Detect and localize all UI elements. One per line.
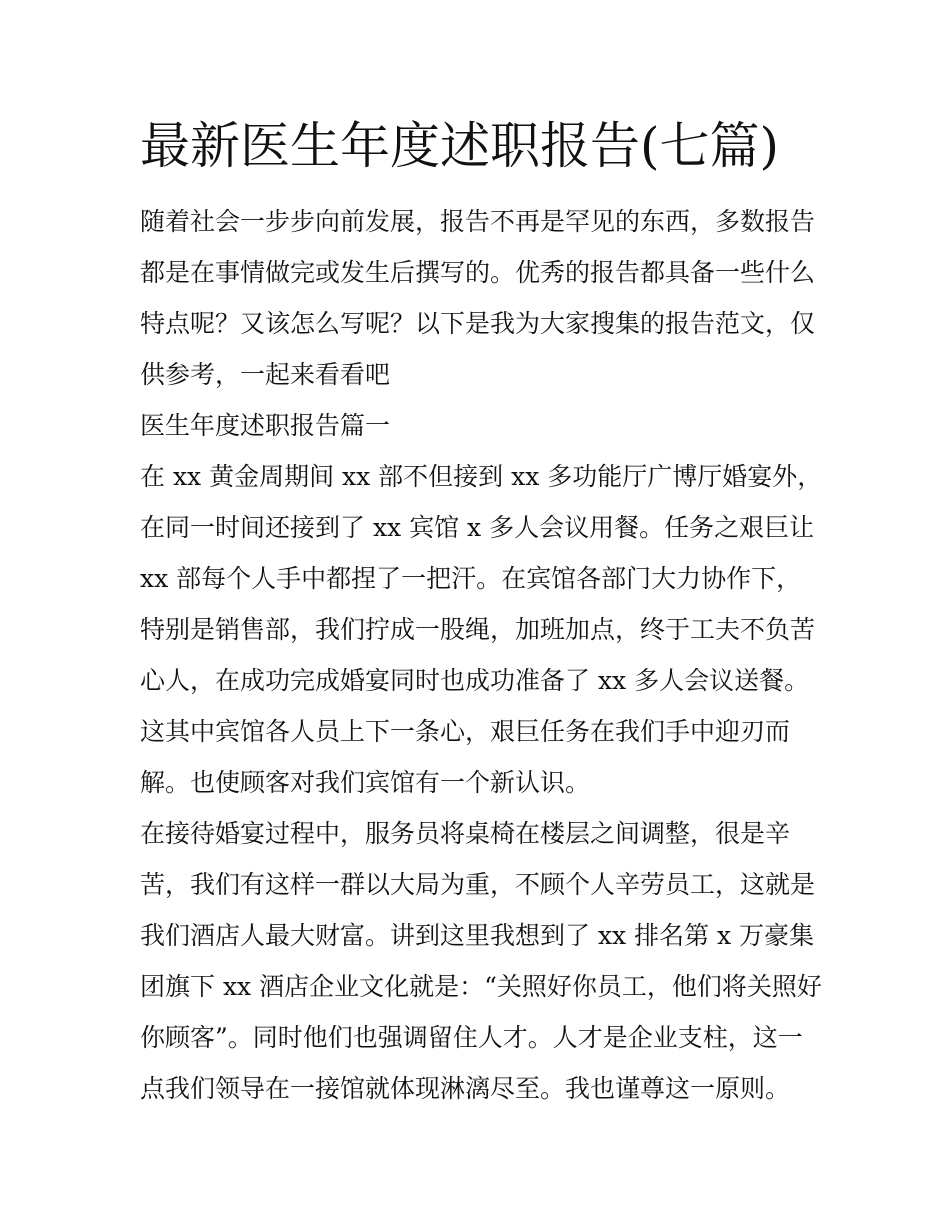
text-line: xx 部每个人手中都捏了一把汗。在宾馆各部门大力协作下， (140, 564, 802, 593)
text-line: 都是在事情做完或发生后撰写的。优秀的报告都具备一些什么 (140, 258, 816, 287)
text-line: 点我们领导在一接馆就体现淋漓尽至。我也谨尊这一原则。 (140, 1074, 791, 1103)
text-line: 在同一时间还接到了 xx 宾馆 x 多人会议用餐。任务之艰巨让 (140, 513, 815, 542)
text-line: 心人，在成功完成婚宴同时也成功准备了 xx 多人会议送餐。 (140, 666, 810, 695)
text-line: 苦，我们有这样一群以大局为重，不顾个人辛劳员工，这就是 (140, 870, 816, 899)
text-line: 特别是销售部，我们拧成一股绳，加班加点，终于工夫不负苦 (140, 615, 816, 644)
text-line: 特点呢？又该怎么写呢？以下是我为大家搜集的报告范文，仅 (140, 309, 816, 338)
text-line: 解。也使顾客对我们宾馆有一个新认识。 (140, 768, 591, 797)
text-line: 在接待婚宴过程中，服务员将桌椅在楼层之间调整，很是辛 (140, 819, 791, 848)
text-line: 我们酒店人最大财富。讲到这里我想到了 xx 排名第 x 万豪集 (140, 921, 815, 950)
text-line: 随着社会一步步向前发展，报告不再是罕见的东西，多数报告 (140, 207, 816, 236)
text-line: 这其中宾馆各人员上下一条心，艰巨任务在我们手中迎刃而 (140, 717, 791, 746)
text-line: 在 xx 黄金周期间 xx 部不但接到 xx 多功能厅广博厅婚宴外， (140, 462, 823, 491)
section-heading: 医生年度述职报告篇一 (140, 411, 391, 440)
text-line: 团旗下 xx 酒店企业文化就是：“关照好你员工，他们将关照好 (140, 972, 822, 1001)
text-line: 供参考，一起来看看吧 (140, 360, 391, 389)
document-title: 最新医生年度述职报告(七篇) (140, 117, 780, 175)
text-line: 你顾客”。同时他们也强调留住人才。人才是企业支柱，这一 (140, 1023, 803, 1052)
